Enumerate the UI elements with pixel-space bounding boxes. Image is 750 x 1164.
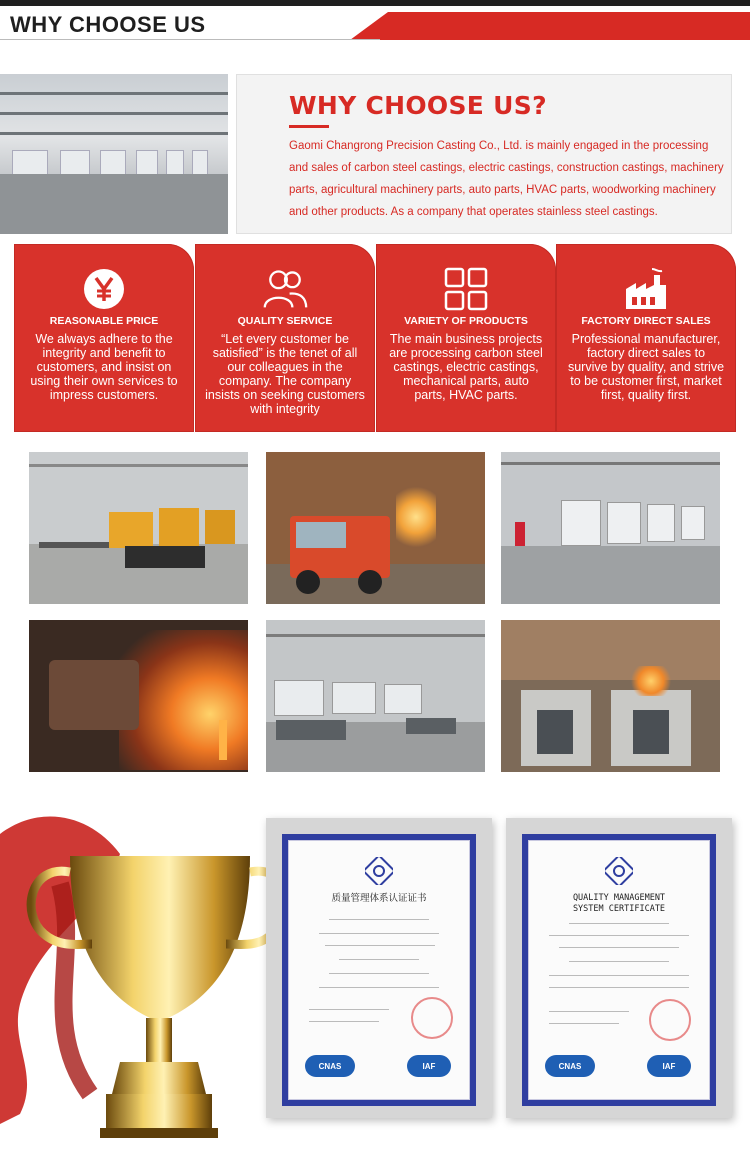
intro-text: Gaomi Changrong Precision Casting Co., Ltd. is mainly engaged in the processing and sales of carbon steel castings, electric castings, construction castings, machinery parts, agricultural machinery parts, auto parts, HVAC parts, woodworking machinery and other products. As a company that operates stainless steel castings. [289, 140, 724, 218]
heading-underline [289, 125, 329, 128]
intro-heading: WHY CHOOSE US? [289, 91, 547, 120]
yen-icon [81, 266, 127, 312]
feature-text: We always adhere to the integrity and benefit to customers, and insist on using their own services to impress customers. [30, 332, 178, 402]
section-title: WHY CHOOSE US [10, 12, 206, 37]
certificate-title: 质量管理体系认证证书 [331, 893, 427, 904]
certificate-zh [266, 818, 492, 1118]
trophy-icon [0, 794, 296, 1148]
photo-sawing-machines [29, 452, 248, 604]
feature-text: “Let every customer be satisfied” is the tenet of all our colleagues in the company. The company insists on seeking customers with integrity [205, 332, 365, 416]
header-red-bar [350, 12, 750, 40]
cert-logo-icon [365, 857, 393, 885]
grid-icon [443, 266, 489, 312]
workshop-photo [0, 74, 228, 234]
feature-title: QUALITY SERVICE [237, 315, 333, 327]
cnas-badge: CNAS [305, 1055, 355, 1077]
feature-title: FACTORY DIRECT SALES [581, 315, 711, 327]
feature-title: REASONABLE PRICE [49, 315, 159, 327]
photo-cnc-workshop [501, 452, 720, 604]
feature-cards [14, 244, 736, 432]
certificate-title: QUALITY MANAGEMENT SYSTEM CERTIFICATE [572, 893, 666, 914]
photo-forklift-pouring [266, 452, 485, 604]
feature-card-products [376, 244, 556, 432]
cert-seal-icon [649, 999, 691, 1041]
feature-title: VARIETY OF PRODUCTS [404, 315, 528, 327]
photo-induction-furnaces [501, 620, 720, 772]
feature-text: The main business projects are processing carbon steel castings, electric castings, mechanical parts, auto parts, HVAC parts. [389, 332, 543, 402]
section-header [0, 0, 750, 42]
feature-card-service [195, 244, 375, 432]
intro-card [236, 74, 732, 234]
iaf-badge: IAF [407, 1055, 451, 1077]
header-underline [0, 39, 380, 40]
header-top-line [0, 0, 750, 6]
users-icon [262, 266, 308, 312]
cert-logo-icon [605, 857, 633, 885]
feature-text: Professional manufacturer, factory direct sales to survive by quality, and strive to be customer first, market first, quality first. [567, 332, 725, 402]
cnas-badge: CNAS [545, 1055, 595, 1077]
photo-machining-hall [266, 620, 485, 772]
cert-seal-icon [411, 997, 453, 1039]
feature-card-price [14, 244, 194, 432]
iaf-badge: IAF [647, 1055, 691, 1077]
factory-icon [623, 266, 669, 312]
feature-card-factory [556, 244, 736, 432]
certificate-en [506, 818, 732, 1118]
photo-molten-metal [29, 620, 248, 772]
